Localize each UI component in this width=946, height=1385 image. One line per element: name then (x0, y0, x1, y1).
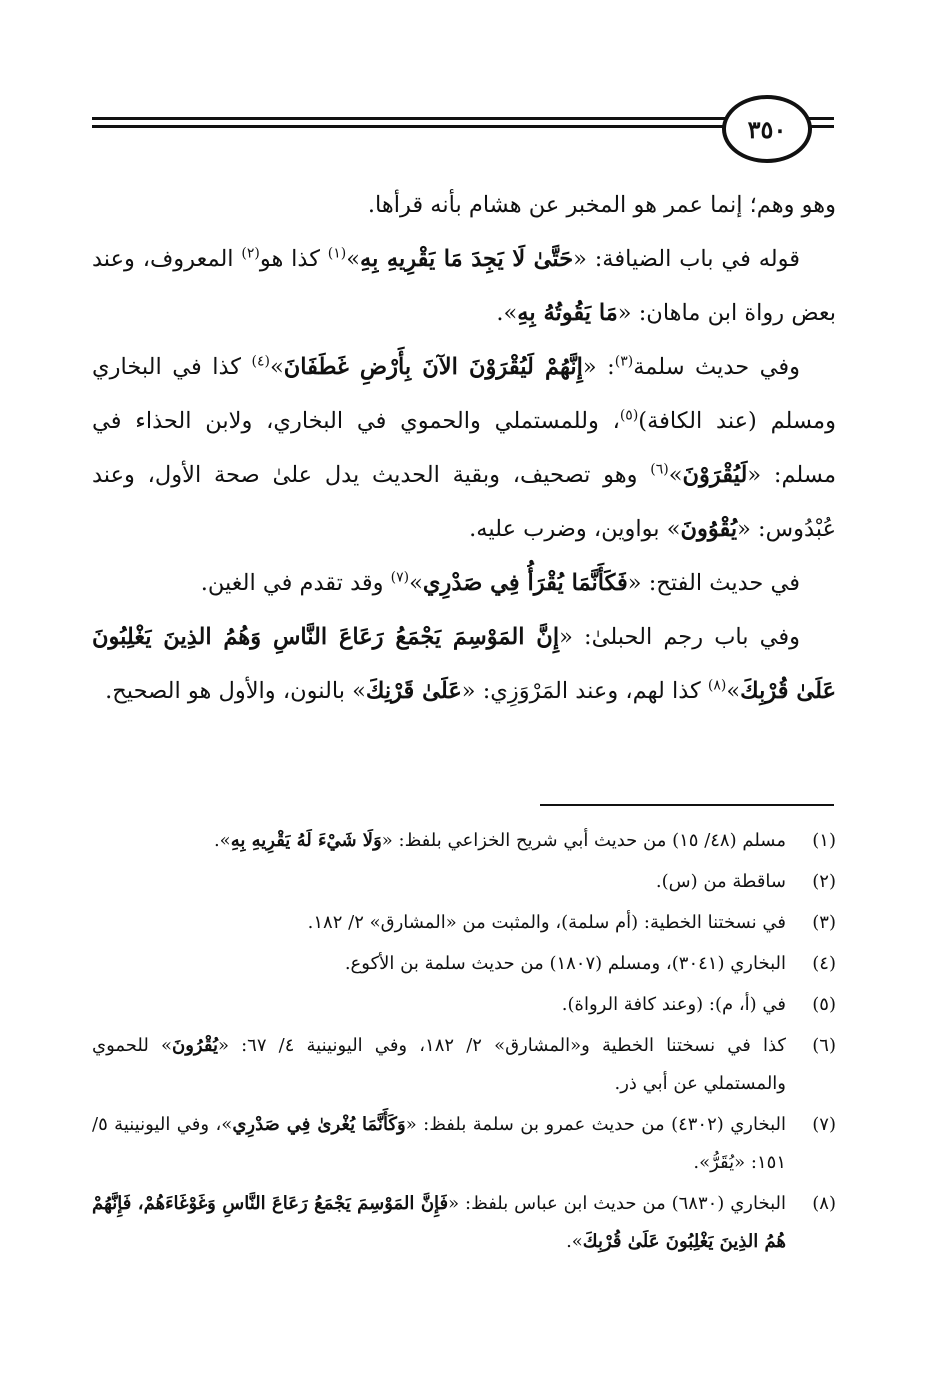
paragraph-5 (92, 610, 836, 718)
hadith-quote: لَيُقْرَوْنَ (682, 462, 748, 488)
footnote-number: (٥) (812, 994, 836, 1015)
text: » (668, 462, 683, 488)
footnote (92, 1106, 836, 1182)
footnote (92, 822, 836, 860)
paragraph-4 (92, 556, 836, 610)
hadith-quote: يُقْوُونَ (680, 516, 738, 542)
hadith-quote: مَا يَقُوتُهُ بِهِ (517, 300, 618, 326)
footnote-number: (٣) (812, 912, 836, 933)
text: كذا لهم، وعند المَرْوَزِي: « (461, 678, 708, 704)
footnote (92, 904, 836, 942)
text: وهو تصحيف، وبقية الحديث يدل علىٰ صحة الأول، وعند عُبْدُوس: « (92, 462, 836, 542)
main-text (92, 178, 836, 718)
text: كذا في البخاري ومسلم (عند الكافة) (92, 354, 836, 434)
footnote-number: (٨) (812, 1193, 836, 1214)
text: » (346, 246, 361, 272)
footnotes (92, 822, 836, 1264)
footnote-text: كذا في نسختنا الخطية و«المشارق» ٢/ ١٨٢، وفي اليونينية ٤/ ٦٧: «يُقْرُونَ» للحموي والمستملي عن أبي ذر. (92, 1035, 786, 1094)
text: المعروف، وعند بعض رواة ابن ماهان: « (92, 246, 836, 326)
page-number: ٣٥٠ (747, 114, 787, 144)
footnote-text: البخاري (٤٣٠٢) من حديث عمرو بن سلمة بلفظ: «وَكَأَنَّمَا يُغْرىٰ فِي صَدْرِي»، وفي اليونينية ٥/ ١٥١: «يُقَرُّ». (92, 1114, 787, 1173)
text: » (269, 354, 284, 380)
paragraph-2 (92, 232, 836, 340)
paragraph-1 (92, 178, 836, 232)
hadith-quote: إِنَّ المَوْسِمَ يَجْمَعُ رَعَاعَ النَّاسِ وَهُمُ الذِينَ يَغْلِبُونَ عَلَىٰ قُرْبِكَ (92, 624, 836, 704)
text: وفي باب رجم الحبلىٰ: « (559, 624, 801, 650)
footnote-number: (١) (812, 830, 836, 851)
text: ، وللمستملي والحموي في البخاري، ولابن الحذاء في مسلم: « (92, 408, 837, 488)
footnote-ref-6[interactable]: (٦) (650, 461, 669, 478)
hadith-quote: وَلَا شَيْءَ لَهُ يَقْرِيهِ بِهِ (230, 830, 382, 851)
text: قوله في باب الضيافة: « (573, 246, 800, 272)
footnote-number: (٦) (812, 1035, 836, 1056)
hadith-quote: إِنَّهُمْ لَيُقْرَوْنَ الآنَ بِأَرْضِ غَطَفَانَ (283, 354, 583, 380)
footnote-text: في نسختنا الخطية: (أم سلمة)، والمثبت من «المشارق» ٢/ ١٨٢. (307, 912, 786, 933)
text: ». (496, 300, 518, 326)
footnote (92, 1185, 836, 1261)
text: في حديث الفتح: « (627, 570, 800, 596)
footnote-number: (٧) (812, 1114, 836, 1135)
footnote-ref-1[interactable]: (١) (327, 245, 347, 262)
footnote-ref-7[interactable]: (٧) (390, 569, 410, 586)
hadith-quote: عَلَىٰ قَرْنِكَ (365, 678, 462, 704)
footnote-text: البخاري (٣٠٤١)، ومسلم (١٨٠٧) من حديث سلمة بن الأكوع. (344, 953, 786, 974)
text: » (726, 678, 741, 704)
footnote-text: البخاري (٦٨٣٠) من حديث ابن عباس بلفظ: «فَإِنَّ المَوْسِمَ يَجْمَعُ رَعَاعَ النَّاسِ وَغَوْغَاءَهُمْ، فَإِنَّهُمْ هُمُ الذِينَ يَغْلِبُونَ عَلَىٰ قُرْبِكَ». (92, 1193, 786, 1252)
header-rule (92, 117, 732, 128)
text: وقد تقدم في الغين. (200, 570, 391, 596)
paragraph-1-text: وهو وهم؛ إنما عمر هو المخبر عن هشام بأنه قرأها. (367, 192, 836, 218)
footnote-number: (٤) (812, 953, 836, 974)
footnote (92, 986, 836, 1024)
footnote-ref-8[interactable]: (٨) (707, 677, 727, 694)
text: وفي حديث سلمة (633, 354, 800, 380)
paragraph-3 (92, 340, 836, 556)
footnote-ref-5[interactable]: (٥) (619, 407, 639, 424)
footnote (92, 1027, 836, 1103)
footnote-text: في (أ، م): (وعند كافة الرواة). (561, 994, 786, 1015)
hadith-quote: يُقْرُونَ (172, 1035, 218, 1056)
footnote-ref-3[interactable]: (٣) (614, 353, 634, 370)
hadith-quote: فَكَأَنَّمَا يُقْرَأُ فِي صَدْرِي (422, 570, 628, 596)
footnote (92, 945, 836, 983)
text: : « (582, 354, 615, 380)
footnote-separator (540, 804, 834, 806)
footnote-number: (٢) (812, 871, 836, 892)
text: » (409, 570, 423, 596)
hadith-quote: حَتَّىٰ لَا يَجِدَ مَا يَقْرِيهِ بِهِ (360, 246, 574, 272)
footnote-text: مسلم (٤٨/ ١٥) من حديث أبي شريح الخزاعي بلفظ: «وَلَا شَيْءَ لَهُ يَقْرِيهِ بِهِ». (213, 830, 786, 851)
footnote (92, 863, 836, 901)
hadith-quote: وَكَأَنَّمَا يُغْرىٰ فِي صَدْرِي (232, 1114, 406, 1135)
footnote-ref-4[interactable]: (٤) (251, 353, 270, 370)
hadith-quote: فَإِنَّ المَوْسِمَ يَجْمَعُ رَعَاعَ النَّاسِ وَغَوْغَاءَهُمْ، فَإِنَّهُمْ هُمُ الذِينَ يَغْلِبُونَ عَلَىٰ قُرْبِكَ (92, 1193, 786, 1252)
page-number-badge (722, 95, 812, 163)
footnote-ref-2[interactable]: (٢) (241, 245, 260, 262)
text: » بواوين، وضرب عليه. (469, 516, 681, 542)
text: كذا هو (259, 246, 328, 272)
footnote-text: ساقطة من (س). (655, 871, 786, 892)
text: » بالنون، والأول هو الصحيح. (105, 678, 366, 704)
